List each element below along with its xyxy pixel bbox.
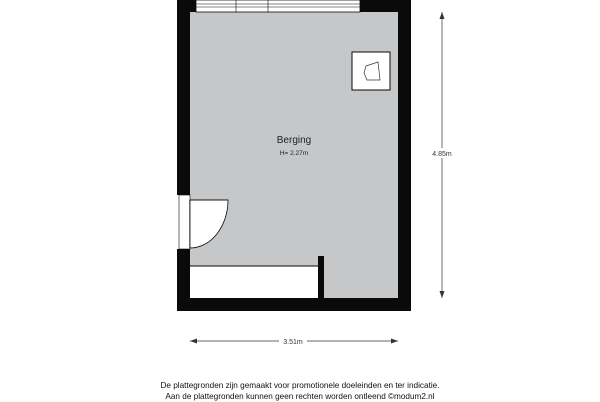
depth-label: 4.85m bbox=[432, 151, 452, 158]
depth-arrow-top bbox=[440, 12, 445, 19]
depth-arrow-bottom bbox=[440, 291, 445, 298]
wall-left-upper bbox=[177, 0, 190, 195]
wall-right bbox=[398, 0, 411, 311]
disclaimer-line-1: De plattegronden zijn gemaakt voor promotionele doeleinden en ter indicatie. bbox=[160, 381, 440, 390]
width-label: 3.51m bbox=[283, 339, 303, 346]
door-frame bbox=[179, 195, 190, 249]
partition-wall bbox=[318, 256, 324, 298]
boiler-unit bbox=[352, 52, 390, 90]
disclaimer-line-2: Aan de plattegronden kunnen geen rechten worden ontleend ©modum2.nl bbox=[165, 392, 435, 401]
width-arrow-left bbox=[190, 339, 197, 344]
room-name: Berging bbox=[276, 135, 312, 146]
width-arrow-right bbox=[391, 339, 398, 344]
recess-area bbox=[190, 266, 318, 298]
window bbox=[196, 0, 360, 12]
room-height: H= 2.27m bbox=[279, 150, 309, 157]
wall-bottom bbox=[177, 298, 411, 311]
